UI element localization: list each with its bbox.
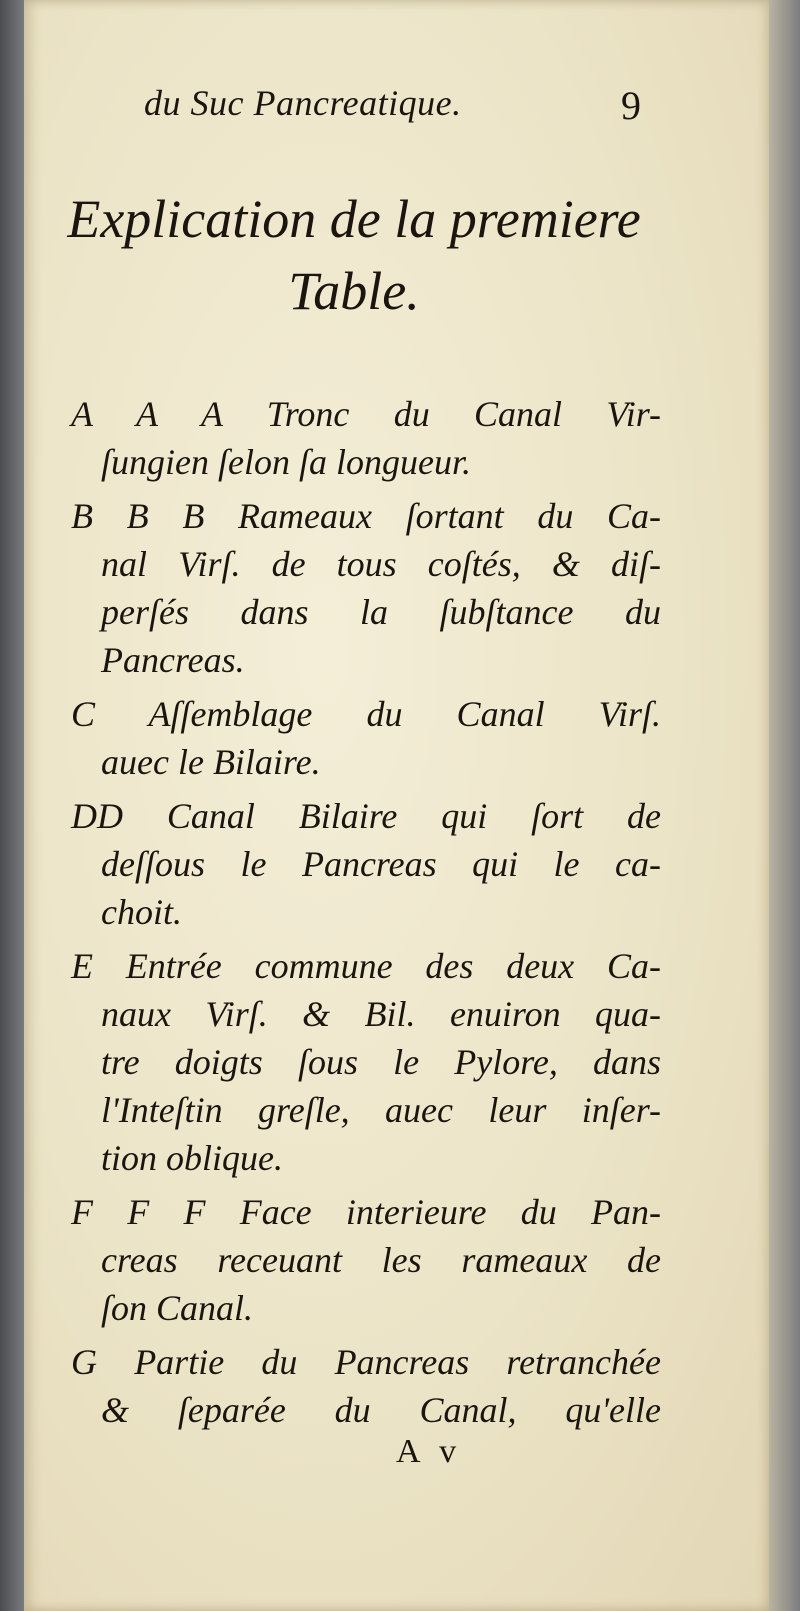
entry-line: creas receuant les rameaux de bbox=[101, 1240, 661, 1280]
entry-line: ſungien ſelon ſa longueur. bbox=[101, 442, 471, 482]
section-title-line-2: Table. bbox=[288, 261, 420, 321]
running-head: du Suc Pancreatique. bbox=[144, 83, 462, 123]
entry-line: G Partie du Pancreas retranchée bbox=[71, 1342, 661, 1382]
section-title-line-1: Explication de la premiere bbox=[67, 189, 641, 249]
entry-line: l'Inteſtin greſle, auec leur inſer- bbox=[101, 1090, 661, 1130]
entry-line: perſés dans la ſubſtance du bbox=[101, 592, 661, 632]
page-number: 9 bbox=[621, 83, 641, 128]
legend-entry-e bbox=[71, 942, 661, 1182]
legend-entry-f bbox=[71, 1188, 661, 1332]
entry-line: ſon Canal. bbox=[101, 1288, 254, 1328]
entry-line: Pancreas. bbox=[101, 640, 245, 680]
legend-entry-c bbox=[71, 690, 661, 786]
entry-line: E Entrée commune des deux Ca- bbox=[71, 946, 661, 986]
entry-line: deſſous le Pancreas qui le ca- bbox=[101, 844, 661, 884]
entry-line: A A A Tronc du Canal Vir- bbox=[71, 394, 661, 434]
binding-gutter bbox=[0, 0, 24, 1611]
legend-entry-g bbox=[71, 1338, 661, 1434]
entry-line: auec le Bilaire. bbox=[101, 742, 321, 782]
entry-line: & ſeparée du Canal, qu'elle bbox=[101, 1390, 661, 1430]
entry-line: tion oblique. bbox=[101, 1138, 283, 1178]
entry-line: F F F Face interieure du Pan- bbox=[71, 1192, 661, 1232]
entry-line: tre doigts ſous le Pylore, dans bbox=[101, 1042, 661, 1082]
legend-entry-a bbox=[71, 390, 661, 486]
page-edge bbox=[769, 0, 800, 1611]
entry-line: C Aſſemblage du Canal Virſ. bbox=[71, 694, 661, 734]
signature-mark: A v bbox=[396, 1433, 463, 1470]
legend-entries bbox=[71, 390, 661, 1440]
entry-line: choit. bbox=[101, 892, 182, 932]
entry-line: DD Canal Bilaire qui ſort de bbox=[71, 796, 661, 836]
book-page bbox=[24, 0, 769, 1611]
entry-line: B B B Rameaux ſortant du Ca- bbox=[71, 496, 661, 536]
legend-entry-d bbox=[71, 792, 661, 936]
entry-line: naux Virſ. & Bil. enuiron qua- bbox=[101, 994, 661, 1034]
entry-line: nal Virſ. de tous coſtés, & diſ- bbox=[101, 544, 661, 584]
legend-entry-b bbox=[71, 492, 661, 684]
